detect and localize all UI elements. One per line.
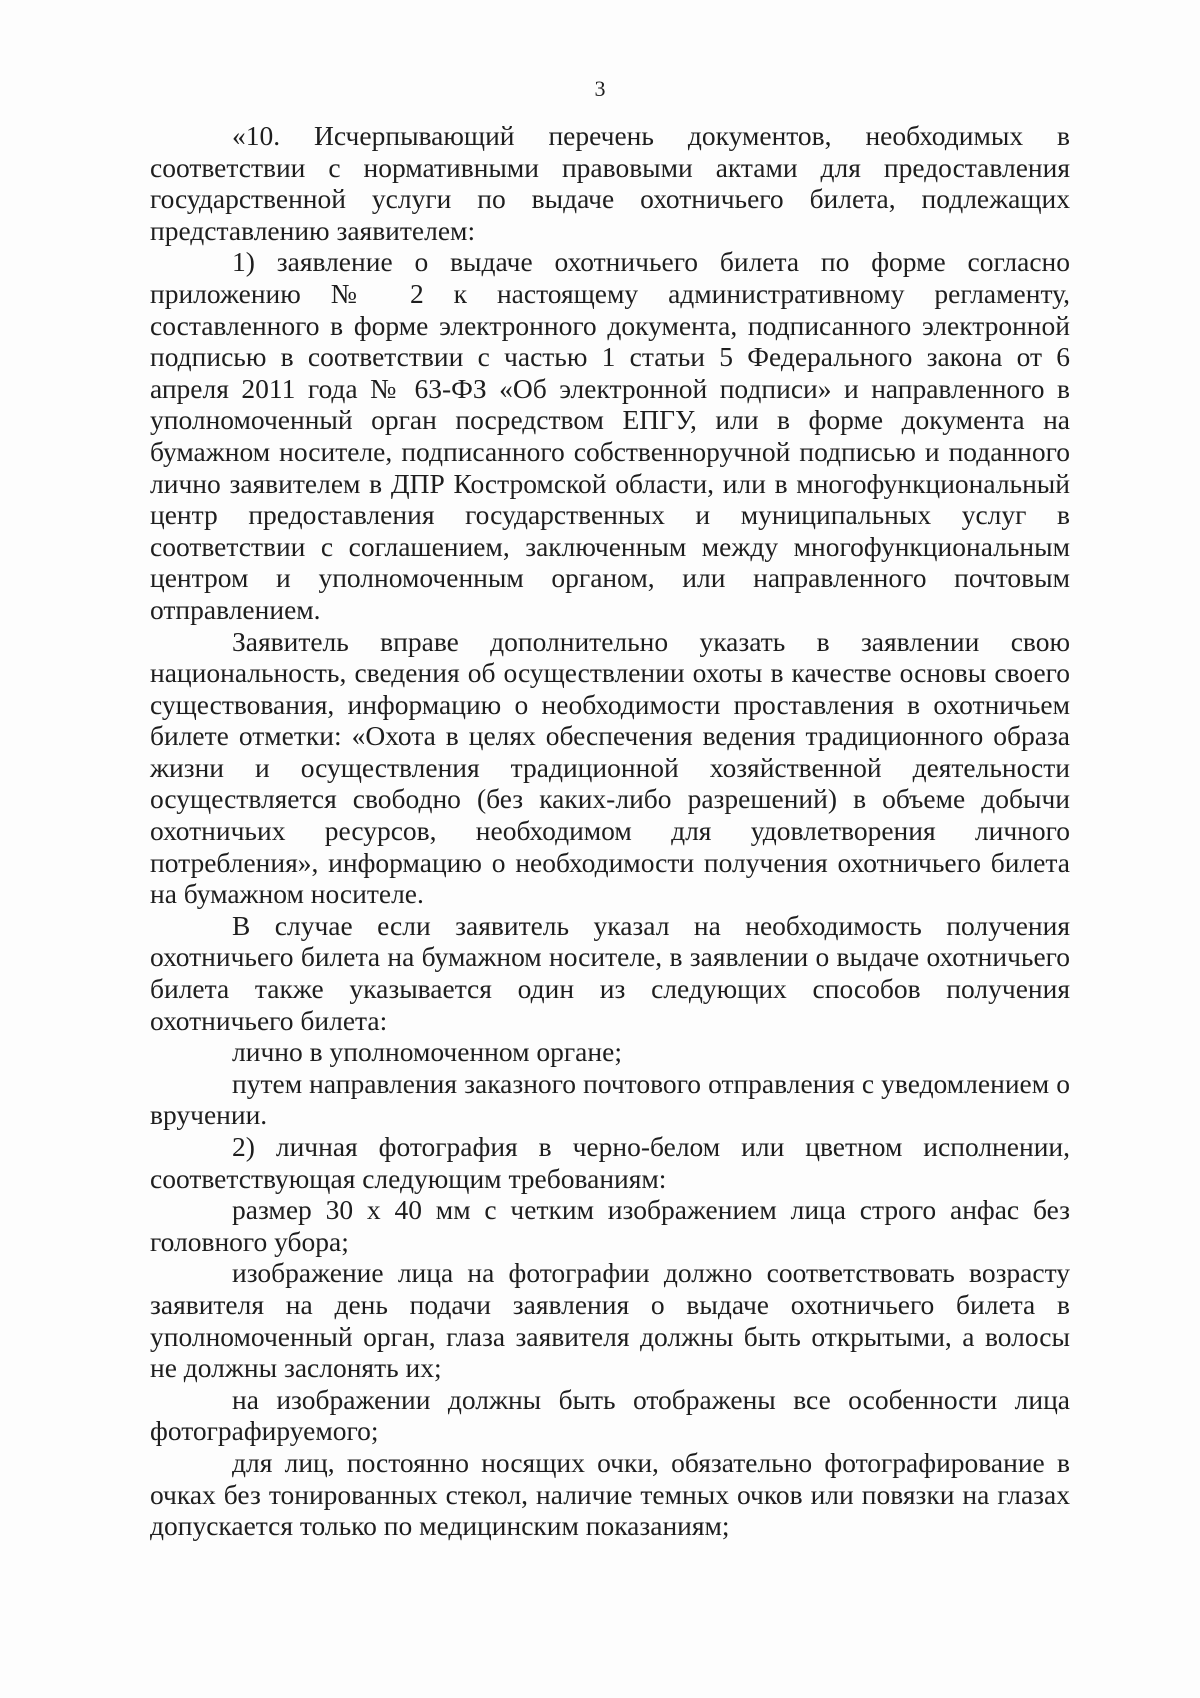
paragraph-photo-glasses: для лиц, постоянно носящих очки, обязательно фотографирование в очках без тонированных стекол, наличие темных очков или повязки на глазах допускается только по медицинским показаниям;	[150, 1446, 1070, 1542]
page-number: 3	[594, 76, 606, 101]
paragraph-photo-features: на изображении должны быть отображены все особенности лица фотографируемого;	[150, 1383, 1070, 1447]
paragraph-photo-requirements: 2) личная фотография в черно-белом или цветном исполнении, соответствующая следующим требованиям:	[150, 1131, 1070, 1194]
paragraph-method-mail: путем направления заказного почтового отправления с уведомлением о вручении.	[150, 1067, 1070, 1131]
paragraph-applicant-optional-info: Заявитель вправе дополнительно указать в заявлении свою национальность, сведения об осуществлении охоты в качестве основы своего существования, информацию о необходимости проставления в охотничьем билете отметки: «Охота в целях обеспечения ведения традиционного образа жизни и осуществления традиционной хозяйственной деятельности осуществляется свободно (без каких-либо разрешений) в объеме добычи охотничьих ресурсов, необходимом для удовлетворения личного потребления», информацию о необходимости получения охотничьего билета на бумажном носителе.	[150, 625, 1070, 910]
paragraph-method-in-person: лично в уполномоченном органе;	[232, 1036, 622, 1068]
paragraph-photo-size: размер 30 х 40 мм с четким изображением лица строго анфас без головного убора;	[150, 1194, 1070, 1257]
paragraph-application: 1) заявление о выдаче охотничьего билета по форме согласно приложению № 2 к настоящему административному регламенту, составленного в форме электронного документа, подписанного электронной подписью в соответствии с частью 1 статьи 5 Федерального закона от 6 апреля 2011 года № 63-ФЗ «Об электронной подписи» и направленного в уполномоченный орган посредством ЕПГУ, или в форме документа на бумажном носителе, подписанного собственноручной подписью и поданного лично заявителем в ДПР Костромской области, или в многофункциональный центр предоставления государственных и муниципальных услуг в соответствии с соглашением, заключенным между многофункциональным центром и уполномоченным органом, или направленного почтовым отправлением.	[150, 246, 1070, 625]
paragraph-item-10-intro: «10. Исчерпывающий перечень документов, необходимых в соответствии с нормативными правовыми актами для предоставления государственной услуги по выдаче охотничьего билета, подлежащих представлению заявителем:	[150, 120, 1070, 246]
paragraph-paper-ticket-methods: В случае если заявитель указал на необходимость получения охотничьего билета на бумажном носителе, в заявлении о выдаче охотничьего билета также указывается один из следующих способов получения охотничьего билета:	[150, 909, 1070, 1036]
paragraph-photo-age-match: изображение лица на фотографии должно соответствовать возрасту заявителя на день подачи заявления о выдаче охотничьего билета в уполномоченный орган, глаза заявителя должны быть открытыми, а волосы не должны заслонять их;	[150, 1257, 1070, 1384]
document-body	[150, 120, 1070, 1542]
